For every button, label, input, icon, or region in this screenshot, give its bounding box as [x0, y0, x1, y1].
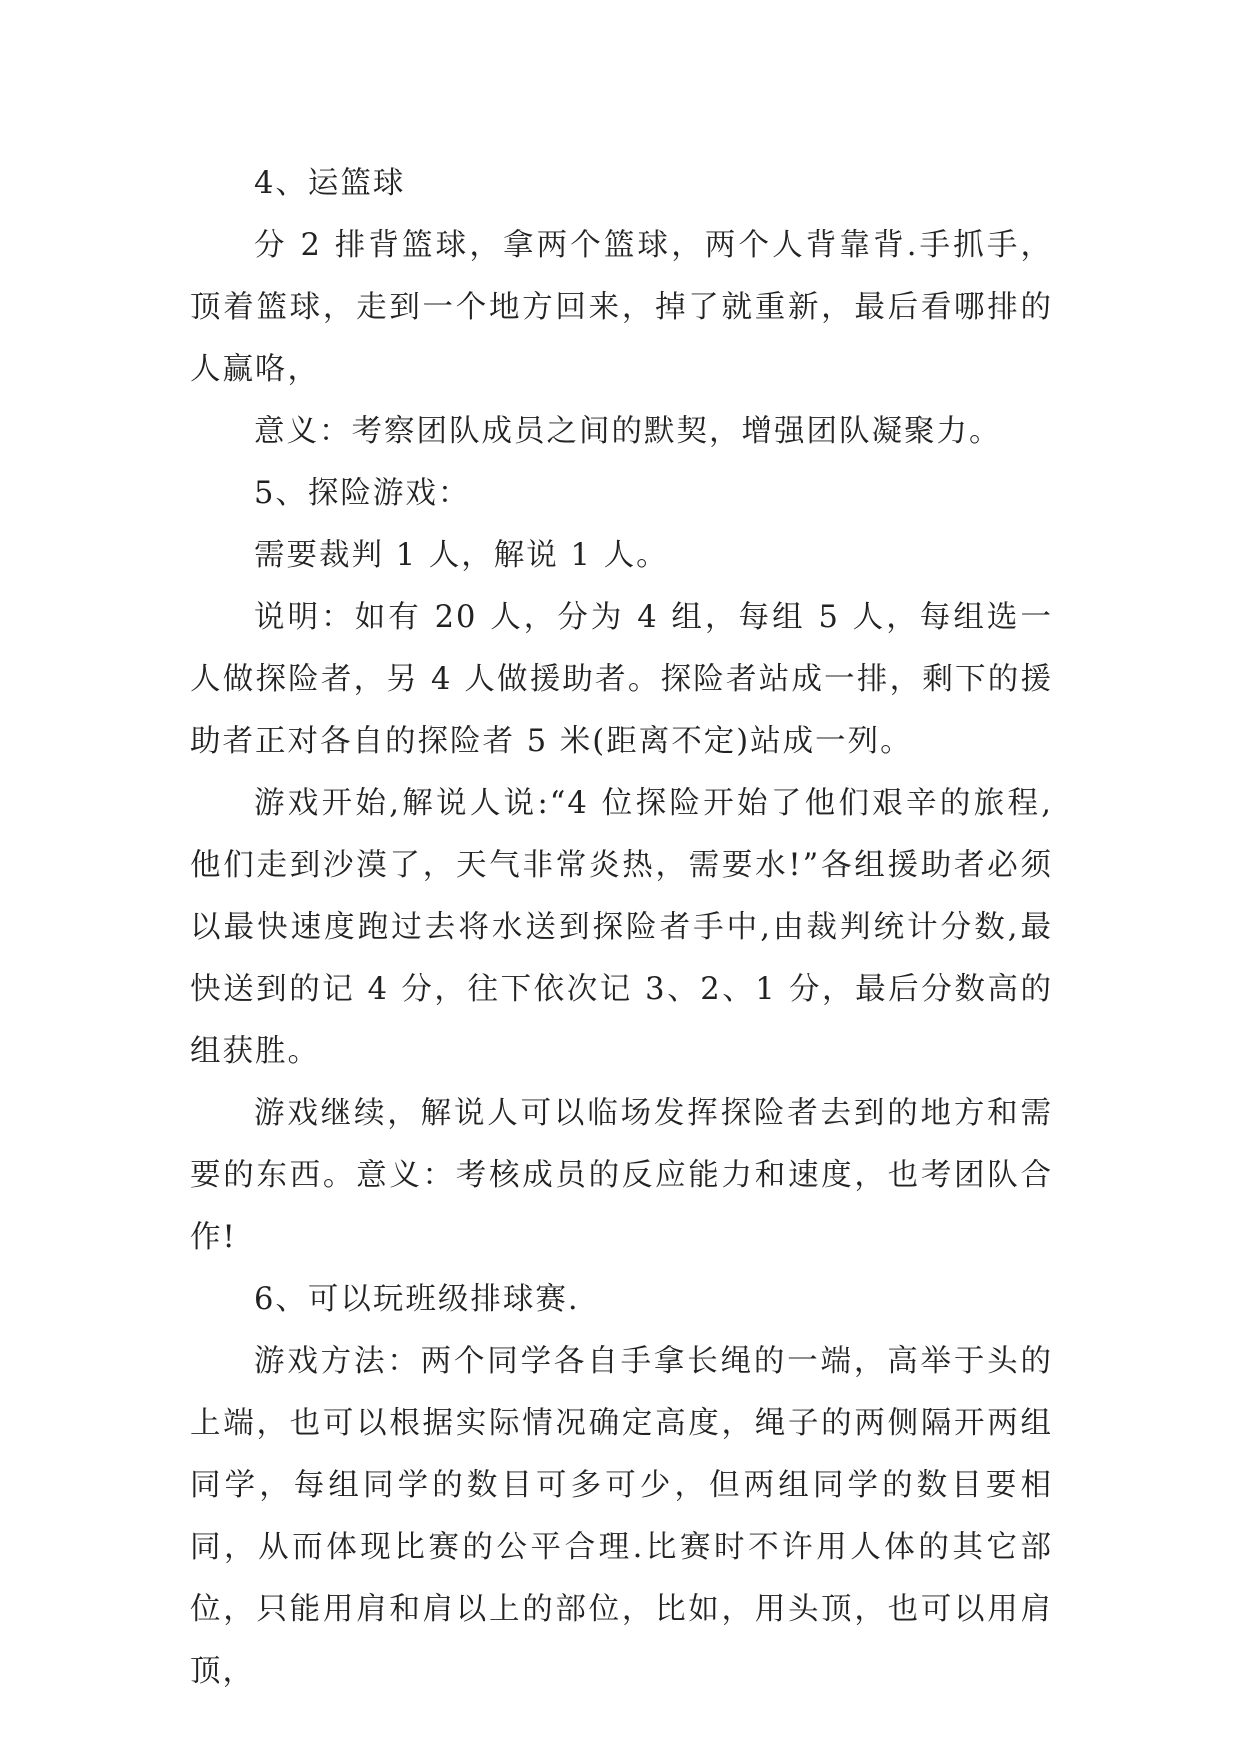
paragraph: 游戏开始,解说人说:“4 位探险开始了他们艰辛的旅程,他们走到沙漠了，天气非常炎热，需要水!”各组援助者必须以最快速度跑过去将水送到探险者手中,由裁判统计分数,最快送到的记 4 分，往下依次记 3、2、1 分，最后分数高的组获胜。: [190, 786, 1053, 1069]
document-body: [190, 153, 1053, 1703]
section-heading-volleyball: 6、可以玩班级排球赛.: [254, 1282, 580, 1317]
section-heading-basketball: 4、运篮球: [254, 166, 406, 201]
section-heading-adventure: 5、探险游戏：: [254, 476, 471, 511]
paragraph: 说明：如有 20 人，分为 4 组，每组 5 人，每组选一人做探险者，另 4 人做援助者。探险者站成一排，剩下的援助者正对各自的探险者 5 米(距离不定)站成一列。: [190, 600, 1053, 759]
paragraph: 分 2 排背篮球，拿两个篮球，两个人背靠背.手抓手，顶着篮球，走到一个地方回来，掉了就重新，最后看哪排的人赢咯，: [190, 228, 1053, 387]
paragraph: 意义：考察团队成员之间的默契，增强团队凝聚力。: [254, 414, 1002, 449]
paragraph: 游戏方法：两个同学各自手拿长绳的一端，高举于头的上端，也可以根据实际情况确定高度，绳子的两侧隔开两组同学，每组同学的数目可多可少，但两组同学的数目要相同，从而体现比赛的公平合理.比赛时不许用人体的其它部位，只能用肩和肩以上的部位，比如，用头顶，也可以用肩顶，: [190, 1344, 1053, 1689]
paragraph: 需要裁判 1 人，解说 1 人。: [254, 538, 669, 573]
paragraph: 游戏继续，解说人可以临场发挥探险者去到的地方和需要的东西。意义：考核成员的反应能力和速度，也考团队合作!: [190, 1096, 1053, 1255]
